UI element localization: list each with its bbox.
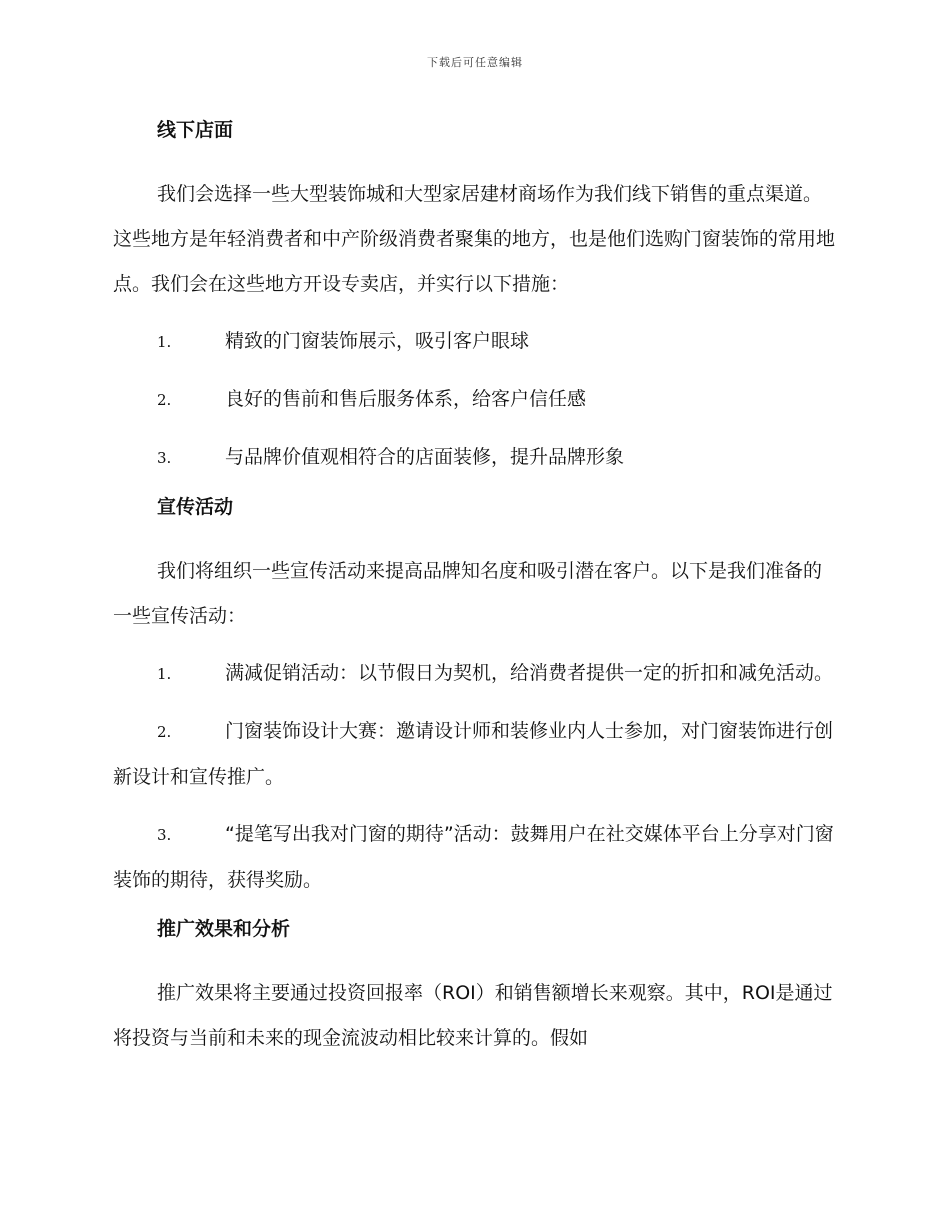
list-text: 与品牌价值观相符合的店面装修，提升品牌形象 xyxy=(225,446,625,468)
section-heading-promotion: 宣传活动 xyxy=(157,496,234,518)
list-text: “提笔写出我对门窗的期待”活动：鼓舞用户在社交媒体平台上分享对门窗装饰的期待，获得奖励。 xyxy=(113,823,834,891)
list-number: 3. xyxy=(157,449,172,467)
section-heading-offline-store: 线下店面 xyxy=(157,119,234,141)
list-item xyxy=(113,812,835,903)
list-text: 精致的门窗装饰展示，吸引客户眼球 xyxy=(225,330,530,352)
list-number: 3. xyxy=(157,826,172,844)
list-number: 1. xyxy=(157,665,172,683)
list-item xyxy=(113,377,835,423)
list-item xyxy=(113,435,835,481)
list-number: 2. xyxy=(157,391,172,409)
section-paragraph: 我们会选择一些大型装饰城和大型家居建材商场作为我们线下销售的重点渠道。这些地方是年轻消费者和中产阶级消费者聚集的地方，也是他们选购门窗装饰的常用地点。我们会在这些地方开设专卖店，并实行以下措施： xyxy=(113,183,836,295)
list-text: 门窗装饰设计大赛：邀请设计师和装修业内人士参加，对门窗装饰进行创新设计和宣传推广。 xyxy=(113,720,834,788)
document-body xyxy=(113,116,835,1073)
section-paragraph: 推广效果将主要通过投资回报率（ROI）和销售额增长来观察。其中，ROI是通过将投资与当前和未来的现金流波动相比较来计算的。假如 xyxy=(113,982,833,1049)
list-number: 2. xyxy=(157,723,172,741)
list-number: 1. xyxy=(157,333,172,351)
list-item xyxy=(113,709,835,800)
list-item xyxy=(113,651,835,697)
list-text: 满减促销活动：以节假日为契机，给消费者提供一定的折扣和减免活动。 xyxy=(225,662,834,684)
section-heading-effect-analysis: 推广效果和分析 xyxy=(157,918,291,940)
list-text: 良好的售前和售后服务体系，给客户信任感 xyxy=(225,388,587,410)
section-paragraph: 我们将组织一些宣传活动来提高品牌知名度和吸引潜在客户。以下是我们准备的一些宣传活动： xyxy=(113,560,823,627)
list-item xyxy=(113,319,835,365)
page-header: 下载后可任意编辑 xyxy=(427,56,523,69)
